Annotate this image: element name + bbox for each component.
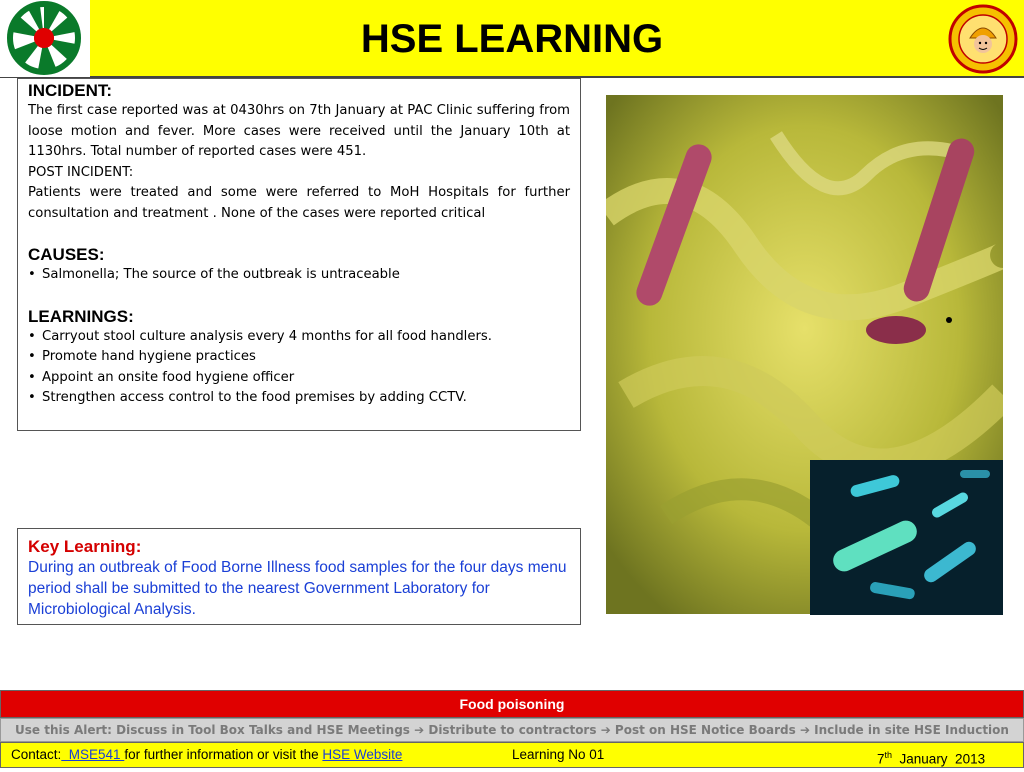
arrow-right-icon: ➔ (799, 723, 815, 737)
learning-date (877, 743, 985, 772)
instruction-include: Include in site HSE Induction (814, 723, 1009, 737)
key-learning-text: During an outbreak of Food Borne Illness food samples for the four days menu period shall be submitted to the nearest Government Laboratory for Microbiological Analysis. (28, 559, 567, 618)
list-item: • Carryout stool culture analysis every 4 months for all food handlers. (28, 327, 570, 348)
arrow-right-icon: ➔ (414, 723, 429, 737)
incident-text: The first case reported was at 0430hrs on 7th January at PAC Clinic suffering from loose motion and fever. More cases were received until the January 10th at 1130hrs. Total number of reported cases were 451. (28, 103, 570, 159)
learnings-list (28, 327, 570, 409)
header-bar (0, 0, 1024, 78)
list-item: • Appoint an onsite food hygiene officer (28, 368, 570, 389)
contact-text: for further information or visit the (124, 747, 323, 762)
instructions-bar (0, 718, 1024, 742)
instruction-distribute: Distribute to contractors (428, 723, 597, 737)
list-item: • Strengthen access control to the food premises by adding CCTV. (28, 388, 570, 409)
learning-number: Learning No 01 (512, 747, 605, 762)
key-learning-heading: Key Learning: (28, 537, 142, 556)
incident-panel (17, 78, 581, 431)
instruction-post: Post on HSE Notice Boards (614, 723, 796, 737)
hse-website-link[interactable]: HSE Website (322, 747, 403, 762)
date-suffix: th (884, 750, 893, 760)
date-rest: January 2013 (892, 751, 986, 767)
incident-heading: INCIDENT: (28, 81, 113, 100)
page-title: HSE LEARNING (360, 17, 664, 61)
post-incident-text: Patients were treated and some were referred to MoH Hospitals for further consultation and treatment . None of the cases were reported critical (28, 185, 570, 221)
arrow-right-icon: ➔ (600, 723, 615, 737)
topic-bar: Food poisoning (0, 690, 1024, 718)
causes-list (28, 265, 570, 286)
learnings-heading: LEARNINGS: (28, 306, 134, 326)
list-item: • Salmonella; The source of the outbreak is untraceable (28, 265, 570, 286)
date-day: 7 (877, 751, 885, 767)
list-item: • Promote hand hygiene practices (28, 347, 570, 368)
contact-label: Contact: (11, 747, 62, 762)
key-learning-panel (17, 528, 581, 625)
instruction-use: Use this Alert: Discuss in Tool Box Talks and HSE Meetings (15, 723, 410, 737)
contact-bar (0, 742, 1024, 768)
contact-link[interactable]: MSE541 (61, 747, 125, 762)
safety-teamwork-badge (948, 4, 1018, 74)
post-incident-label: POST INCIDENT: (28, 164, 134, 180)
bacteria-illustration-image (810, 460, 1003, 615)
causes-heading: CAUSES: (28, 245, 105, 264)
